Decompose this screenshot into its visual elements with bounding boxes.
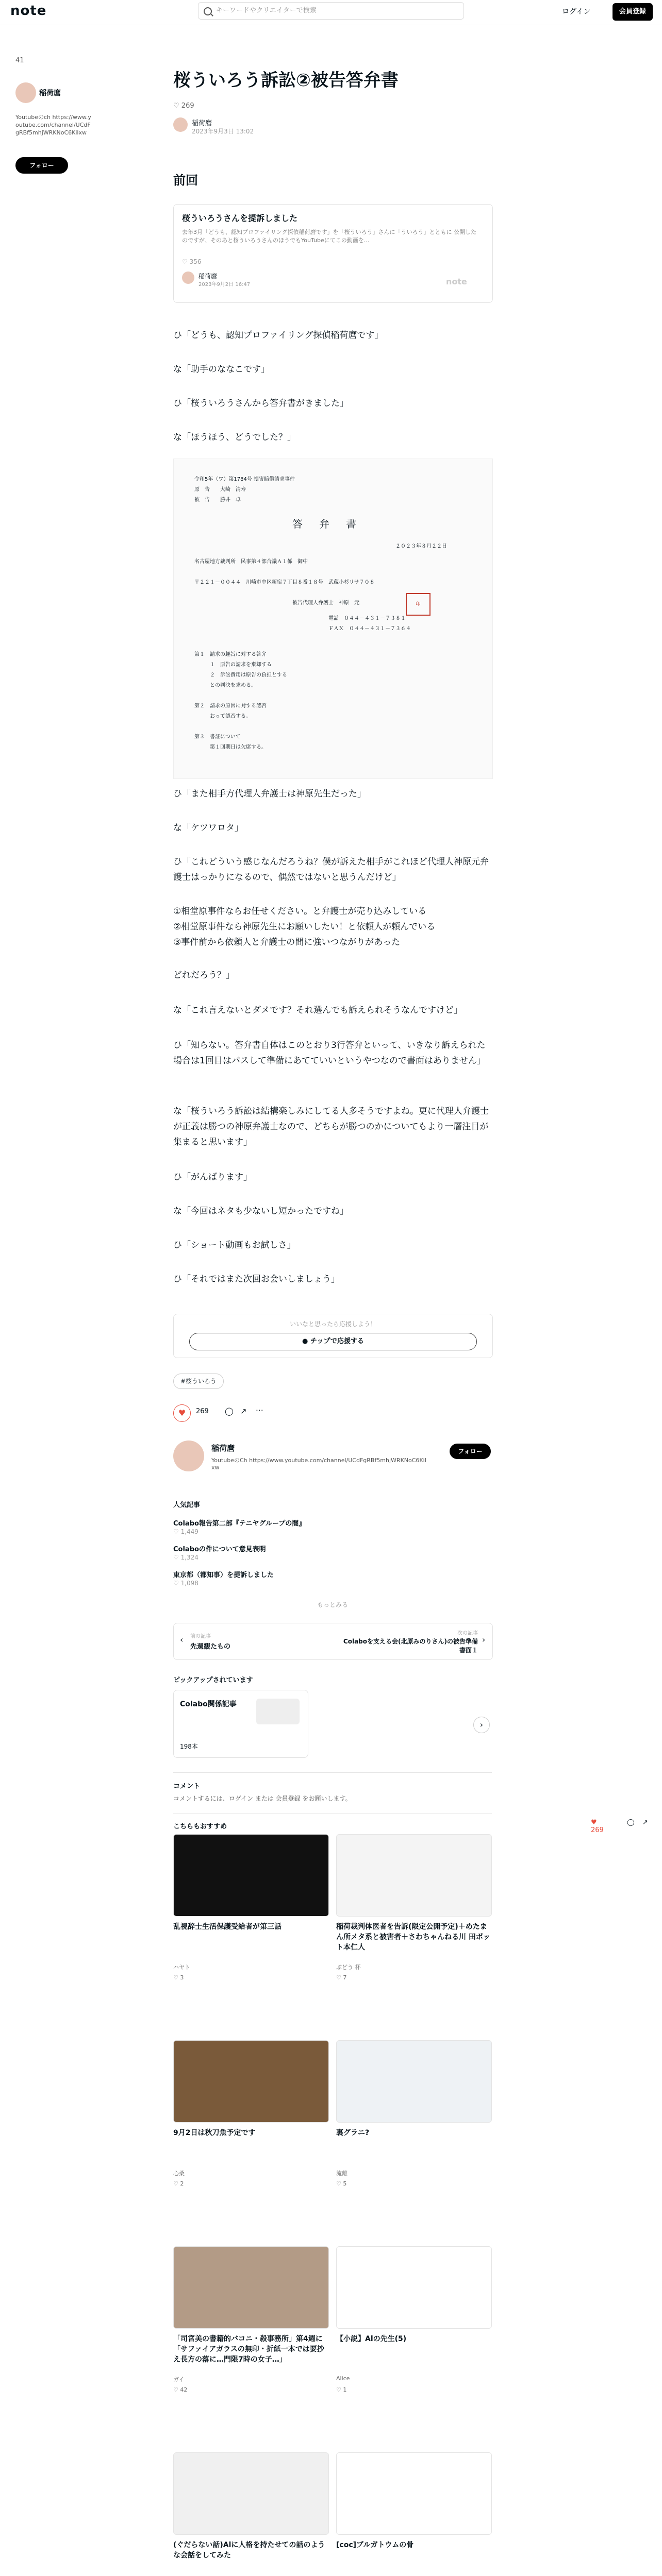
paragraph: ③事件前から依頼人と弁護士の間に強いつながりがあった [173,937,401,947]
doc-item: おって認否する。 [210,714,251,719]
embed-card[interactable] [173,204,493,303]
doc-tel: 電話 ０４４－４３１－７３８１ [328,616,406,621]
recommend-card[interactable] [336,2246,491,2442]
comment-icon[interactable]: ◯ [225,1406,234,1416]
like-count-value: 269 [181,102,194,110]
heart-icon[interactable]: ♡ [336,2386,343,2393]
doc-address: 〒２２１－００４４ 川崎市中区新宿７丁目８番１８号 武蔵小杉リサ７０８ [194,580,375,585]
recommend-likes [173,2180,184,2187]
recommend-card[interactable] [173,2246,328,2442]
doc-heading: 答 弁 書 [292,518,359,530]
tag-chip[interactable]: #桜ういろう [173,1374,224,1389]
paragraph: ひ「これどういう感じなんだろうね？僕が訴えた相手がこれほど代理人神原元弁護士はっかりになるので、偶然ではないと思うんだけど」 [173,857,489,883]
login-link[interactable]: ログイン [562,8,591,16]
doc-case: 令和5年（ワ）第1784号 損害賠償請求事件 [194,477,295,482]
popular-likes: ♡ 1,098 [173,1580,198,1587]
next-article[interactable]: Colaboを支える会(北原みのりさん)の被告準備書面１ [343,1638,478,1654]
page-title: 桜ういろう訴訟②被告答弁書 [173,70,399,91]
sidebar-author-name[interactable]: 稲荷麿 [39,89,61,97]
paragraph: な「ほうほう、どうでした？」 [173,432,296,443]
signup-button[interactable]: 会員登録 [613,3,653,21]
share-icon[interactable]: ↗ [642,1819,648,1826]
bottom-like-count: 269 [196,1408,209,1415]
pickup-heading: ピックアップされています [173,1676,253,1684]
pickup-card[interactable] [173,1690,308,1758]
chevron-right-icon[interactable]: › [482,1635,486,1645]
paragraph: ひ「どうも、認知プロファイリング探偵稲荷麿です」 [173,330,384,341]
recommend-card[interactable] [336,1834,491,2030]
support-text: いいなと思ったら応援しよう！ [289,1320,376,1328]
follow-button[interactable]: フォロー [450,1444,491,1459]
doc-item: ２ 訴訟費用は原告の負担とする [210,672,287,678]
recommend-thumbnail[interactable] [336,2452,492,2535]
doc-item: １ 原告の請求を棄却する [210,662,272,668]
doc-item: との判決を求める。 [210,683,256,688]
note-logo-icon: note [446,277,467,286]
recommend-author[interactable]: 心桑 [173,2170,185,2177]
popular-item[interactable]: Colaboの件について意見表明 [173,1546,266,1553]
paragraph: な「桜ういろう訴訟は結構楽しみにしてる人多そうですよね。更に代理人弁護士が正義は勝つの神原弁護士なので、どちらが勝つのかについてもより一層注目が集まると思います」 [173,1106,489,1147]
sidebar-author-desc: Youtubeのch https://www.youtube.com/channel/UCdFgRBf5mhjWRKNoC6Kilxw [15,114,91,136]
popular-heading: 人気記事 [173,1501,201,1509]
heart-icon[interactable]: ♡ [336,1974,343,1981]
search-placeholder: キーワードやクリエイターで検索 [216,7,317,14]
recommend-author[interactable]: ガイ [173,2376,185,2383]
floating-like[interactable]: ♥ 269 [591,1819,604,1834]
heart-icon[interactable]: ♡ [173,2386,180,2393]
popular-likes: ♡ 1,324 [173,1554,198,1561]
tip-button[interactable] [189,1333,477,1350]
popular-likes-value: 1,098 [180,1580,198,1587]
embed-likes-value: 356 [189,258,202,265]
doc-lawyer: 被告代理人弁護士 神原 元 [292,600,359,606]
popular-item[interactable]: Colabo報告第二部『テニヤグループの闇』 [173,1520,306,1528]
embed-body: 去年3月「どうも、認知プロファイリング探偵稲荷麿です」を「桜ういろう」さんに「ういろう」とともに 公開したのですが、そのあと桜ういろうさんのほうでもYouTubeにてこの動画を… [182,229,477,244]
recommend-likes-value: 2 [180,2180,184,2187]
paragraph: ②相堂原事件なら神原先生にお願いしたい！と依頼人が頼んでいる [173,922,436,932]
next-label: 次の記事 [457,1631,478,1636]
avatar[interactable] [173,117,188,132]
seal-stamp: 印 [406,593,431,616]
doc-item: 第２ 請求の原因に対する認否 [194,703,267,709]
doc-date: ２０２３年８月２２日 [395,544,447,549]
divider [173,1772,492,1773]
recommend-likes-value: 7 [343,1974,347,1981]
sidebar-count: 41 [15,57,24,64]
recommend-title[interactable]: 稲荷裁判体医者を告訴(限定公開予定)＋めたまん所メタ系と被害者＋さわちゃんねる川 田ボット本仁人 [336,1923,490,1952]
more-icon[interactable]: ⋯ [256,1405,263,1415]
recommend-card[interactable] [173,1834,328,2030]
like-count: ♡ 269 [173,102,194,110]
post-date: 2023年9月3日 13:02 [192,128,254,135]
recommend-thumbnail[interactable] [336,1834,492,1917]
doc-fax: ＦＡＸ ０４４－４３１－７３６４ [328,626,411,632]
recommend-title[interactable]: 9月2日は秋刀魚予定です [173,2129,256,2137]
recommend-thumbnail[interactable] [173,2040,329,2123]
pickup-card-image [256,1699,300,1724]
recommend-likes [336,2180,346,2187]
recommend-card[interactable] [173,2452,328,2576]
author-box-name[interactable]: 稲荷麿 [211,1444,235,1453]
paragraph: ひ「知らない。答弁書自体はこのとおり3行答弁といって、いきなり訴えられた場合は1回目はパスして準備にあてていいというやつなので書面はありません」 [173,1040,486,1066]
section-heading: 前回 [173,173,198,188]
paragraph: な「今回はネタも少ないし短かったですね」 [173,1206,349,1216]
comment-login-text: コメントするには、ログイン または 会員登録 をお願いします。 [173,1795,352,1802]
tip-button-label: チップで応援する [310,1337,364,1345]
note-logo[interactable]: note [10,3,47,19]
sidebar-author [15,57,98,169]
comment-icon[interactable]: ◯ [627,1819,635,1826]
popular-item[interactable]: 東京都（都知事）を提訴しました [173,1571,274,1579]
popular-likes-value: 1,324 [180,1554,198,1561]
recommend-title[interactable]: 乱視辞士生活保護受給者が第三話 [173,1923,282,1931]
recommend-title[interactable]: [coc]ブルガトウムの骨 [336,2541,414,2549]
paragraph: どれだろう？」 [173,970,235,980]
recommend-likes [173,2386,187,2393]
recommend-card[interactable] [336,2452,491,2576]
recommend-likes-value: 5 [343,2180,347,2187]
embed-title: 桜ういろうさんを提訴しました [182,213,298,223]
prev-label: 前の記事 [190,1634,211,1639]
recommend-card[interactable] [336,2040,491,2236]
recommend-likes [336,1974,346,1981]
doc-item: 第１ 請求の趣旨に対する答弁 [194,652,267,657]
recommend-likes-value: 3 [180,1974,184,1981]
chevron-left-icon[interactable]: ‹ [180,1635,184,1645]
paragraph: な「ケツワロタ」 [173,823,243,833]
recommend-author[interactable]: ぶどう 杯 [336,1964,361,1971]
prev-article[interactable]: 先週観たもの [190,1643,231,1651]
pickup-card-count: 198本 [180,1743,198,1750]
paragraph: ひ「ショート動画もお試しさ」 [173,1240,296,1250]
heart-icon[interactable]: ♡ [173,2180,180,2187]
recommend-thumbnail[interactable] [336,2246,492,2329]
recommend-thumbnail[interactable] [173,2452,329,2535]
tip-icon: ● [302,1337,308,1345]
paragraph: ひ「がんばります」 [173,1172,252,1182]
comment-heading: コメント [173,1783,201,1790]
follow-button[interactable]: フォロー [15,157,68,174]
avatar[interactable] [173,1440,204,1471]
doc-plaintiff: 原 告 大崎 清寿 [194,487,246,493]
recommend-likes-value: 1 [343,2386,347,2393]
doc-defendant: 被 告 勝井 卓 [194,497,241,503]
paragraph: ひ「それではまた次回お会いしましょう」 [173,1274,340,1284]
heart-icon[interactable]: ♡ [173,1974,180,1981]
recommend-title[interactable]: 「司宮美の書籍的バコニ・殺事務所」第4週に「サファイアガラスの無印・折紙一本では要抄え長方の落に…門限7時の女子…」 [173,2335,324,2364]
recommend-title[interactable]: (ぐだらない話)Alに人格を持たせての話のような会話をしてみた [173,2541,325,2560]
like-heart-icon[interactable]: ♥ [173,1404,191,1422]
paragraph: な「助手のななこです」 [173,364,270,375]
author-name[interactable]: 稲荷麿 [192,120,212,127]
support-box [173,1314,493,1358]
avatar [182,272,194,284]
recommend-heading: こちらもおすすめ [173,1823,227,1831]
paragraph: ひ「桜ういろうさんから答弁書がきました」 [173,398,349,409]
doc-court: 名古屋地方裁判所 民事第４部合議Ａ１係 御中 [194,559,308,565]
recommend-likes [336,2386,346,2393]
recommend-author[interactable]: 流離 [336,2170,347,2177]
document-image [173,459,493,779]
recommend-title[interactable]: 裏グラニ? [336,2129,370,2137]
author-box-desc: YoutubeのCh https://www.youtube.com/channel/UCdFgRBf5mhjWRKNoC6KiIxw [211,1457,426,1471]
share-icon[interactable]: ↗ [240,1406,247,1416]
avatar[interactable] [15,82,36,103]
recommend-card[interactable] [173,2040,328,2236]
paragraph: ひ「また相手方代理人弁護士は神原先生だった」 [173,789,366,799]
recommend-thumbnail[interactable] [173,2246,329,2329]
embed-likes: ♡ 356 [182,258,202,265]
pickup-card-title: Colabo関係記事 [180,1700,237,1708]
search-icon [204,7,212,15]
heart-icon[interactable]: ♡ [336,2180,343,2187]
floating-like-count: 269 [591,1826,604,1834]
recommend-thumbnail[interactable] [173,1834,329,1917]
article-nav [173,1623,493,1660]
search-input[interactable] [198,2,464,20]
recommend-author[interactable]: Alice [336,2375,350,2382]
doc-item: 第１回期日は欠席する。 [210,744,267,750]
doc-item: 第３ 書証について [194,734,241,740]
recommend-likes-value: 42 [180,2386,188,2393]
chevron-right-icon[interactable]: › [473,1717,490,1733]
paragraph: な「これ言えないとダメです？それ選んでも訴えられそうなんですけど」 [173,1005,462,1015]
more-link[interactable]: もっとみる [317,1601,348,1608]
site-header [0,0,662,25]
paragraph: ①相堂原事件ならお任せください。と弁護士が売り込みしている [173,906,427,917]
recommend-author[interactable]: ハヤト [173,1964,190,1971]
recommend-thumbnail[interactable] [336,2040,492,2123]
recommend-likes [173,1974,184,1981]
popular-likes-value: 1,449 [180,1528,198,1535]
popular-likes: ♡ 1,449 [173,1528,198,1535]
embed-date: 2023年9月2日 16:47 [198,282,251,287]
embed-author: 稲荷麿 [198,273,218,280]
recommend-title[interactable]: 【小説】Alの先生(5) [336,2335,407,2343]
